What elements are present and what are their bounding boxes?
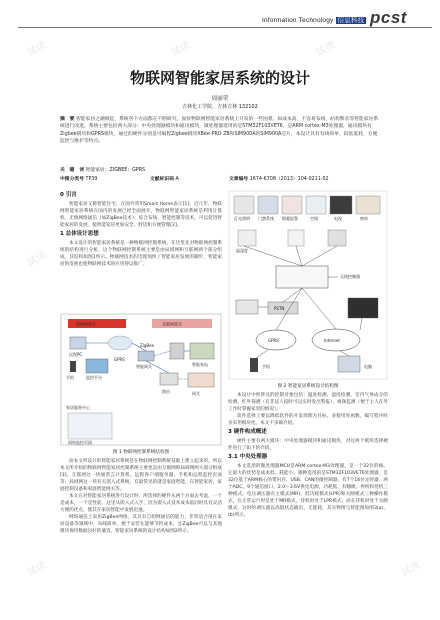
paper-affiliation: 吉林化工学院，吉林吉林 132102	[182, 104, 258, 110]
camera-icon	[328, 230, 346, 246]
abstract-label: 摘 要	[60, 117, 75, 122]
paragraph: 本设计中所涉及的控制对象包括：温度检测、湿度检测、室内气体成分的检测、红外探测（有非法人侵时可以实时发出警报）、视频监测（便于主人在外工作时掌握家里的情况）。	[228, 393, 388, 412]
fig2-item: 电视	[334, 216, 342, 221]
paragraph: 软件选择上要以降低软件的开发周期为目标，多使用库函数，编写程序时多采用模块化，本文不多做介绍。	[228, 414, 388, 426]
remote-pc-icon	[70, 337, 86, 349]
section-label-cn: 信息科技	[337, 17, 365, 24]
fig2-item: 电脑	[364, 364, 372, 369]
paper-author: 周丽荣	[211, 96, 229, 102]
appliance-icon	[190, 343, 214, 359]
watermark: 试读	[25, 559, 49, 579]
keywords-label: 关 键 词	[60, 168, 84, 173]
mobile-phone-icon	[250, 358, 258, 372]
article-label: 文章编号	[229, 177, 249, 182]
laptop-icon	[338, 356, 360, 372]
clc-value: TP39	[85, 177, 98, 182]
tv-icon	[330, 196, 352, 214]
server-icon	[170, 343, 184, 359]
section-heading-3-1: 3.1 中央处理器	[228, 454, 268, 460]
figure-1-caption: 图 1 物联网控制系统结构图	[112, 450, 170, 455]
paragraph: 而本文所设计的智能家居系统是在物联网控制系统基础上建立起来的，所以本文所介绍的物联网智能家居控制系统主要也是由互联网和局域网两大部分组成[3]。互联网这一快通常言计算机、远程客户端服务器、手机和远程监控页面等；局域网这一块有关嵌入式系统，有最常见的就是家庭智能，在智能家居、家庭控制设备和家庭智能网关等。	[60, 459, 222, 492]
sensor-icon	[238, 230, 256, 246]
web-monitor-screenshot	[68, 413, 112, 439]
fig1-item: 智能网关	[136, 364, 152, 369]
fig1-item: GPRS	[114, 357, 125, 362]
fig1-item: 网络监控页面	[68, 440, 92, 445]
figure-2-caption: 图 2 智能家居系统设计结构图	[277, 384, 339, 389]
paragraph: 本文选用的微处理器MCU是ARM cortex-M3处理器，是一个32位的核，它最大的优势是成本低，耗能小。微种选用的是STM32F103VET6处理器，是32位基于ARM核心的带闪存、USB、CAN的微控制器，有7个16位定时器，两个ADC，9个通信接口，2.0～3.6V供电电源，功耗低，有睡眠、停机和待机三种模式。电压调压器有主模式(MR)、低功耗模式(LPR)和关断模式三种操作模式，在正常运行时是处于MR模式，待机时处于LPR模式；而在待机时处于关断模式，这时的调压器以高阻状态输出，无能耗，其实物图与智能图如图3(a)，(b)所示。	[228, 464, 388, 518]
abstract	[60, 116, 382, 145]
fig2-item: 窗帘	[360, 216, 368, 221]
home-device-icon	[188, 373, 214, 387]
journal-logo: pcst	[370, 8, 407, 27]
fig2-item: 无线控制器	[340, 274, 360, 279]
fig1-item: 智能家电	[192, 362, 208, 367]
fig2-item: 烟雾报警	[282, 216, 298, 221]
paper-title: 物联网智能家居系统的设计	[129, 69, 310, 87]
clc-label: 中图分类号	[60, 177, 84, 182]
abstract-text: 智能家居之潮掀起，系统各个方面都在不断研究，加快物联网智能家居系统上开发的一些困难，如成本高，不容易布线，结构繁杂等智能家居系统进行改进。系统主要包括两大部分：中央处理器模块和通讯模块，微处理器选用的是STM32F103VET6，是ARM cortex-M3处理器，通讯模块有Zigbee模块和GPRS模块，通过的硬件分别是可编程Zigbee模块XBee-PRO ZB和SIM900A的SIM900A芯片，本设计具有有线简单、较低低耗、方便监控与维护等特点。	[60, 117, 379, 144]
watermark: 试读	[25, 39, 49, 59]
curtain-icon	[356, 196, 380, 214]
left-column-top	[60, 190, 222, 268]
door-access-icon	[258, 196, 278, 214]
paragraph: 网络通信上采用ZigBee网络，其具有自组网通信的能力，非常适合用在家居设备等领域中，布线简单，便于安装在能够节约成本，且ZigBee可以与其他模块保持数据良好的兼容，智能家居系统的设计结构如图2所示。	[60, 515, 222, 534]
doc-label: 文献标识码	[150, 177, 174, 182]
cloud-icon	[108, 336, 132, 350]
watermark: 试读	[169, 39, 193, 59]
paragraph: 本文在对智能家居系统进行设计时，所选择的硬件从两个方面去考虑，一个是成本，一个是性能。这里从嵌入式入手，因为嵌入式技术成本低同时具有灵活方便的优点，使其在家居智能中发展迅速。	[60, 494, 222, 513]
telephone-icon	[236, 300, 258, 314]
article-number	[229, 175, 329, 182]
fig1-item: 监控平台	[86, 375, 102, 380]
fig2-item: PSTN	[274, 306, 285, 311]
lan-label: 局域网部分	[76, 321, 96, 327]
router-icon	[160, 373, 178, 385]
pc-icon	[348, 298, 378, 318]
gateway-icon	[138, 351, 154, 361]
keywords-text: 智能家居；ZIGBEE；GPRS	[85, 168, 146, 173]
smoke-alarm-icon	[282, 196, 302, 214]
phone-icon	[70, 361, 76, 372]
journal-section-label	[262, 15, 366, 24]
fig2-item: 手机	[262, 364, 270, 369]
watermark: 试读	[399, 559, 423, 579]
figure-1-iot-structure	[60, 313, 222, 446]
right-column	[228, 392, 388, 519]
figure-2-smart-home-structure	[228, 190, 388, 380]
left-column-bottom	[60, 458, 222, 535]
monitor-platform-icon	[86, 359, 108, 373]
paragraph: 硬件主要有两大模块：中央处理器模块和通讯模块，对这两个模块选择硬件进行了如下的介绍。	[228, 439, 388, 451]
paragraph: 本文设计的智能家居系统是一种物联网控制系统，在这里先对物联网控制系统的结构进行分析，这个物联网控制系统主要是由局域网和互联网两个部分组成，其结构如图1所示。物联网技术的出现加快了智能家居发展的脚步，智能家居的发展也使物联网技术的应用得以推广。	[60, 241, 222, 267]
fig2-item: 温湿度	[236, 248, 248, 253]
fig1-item: 路由	[162, 389, 170, 394]
section-heading-1: 1 总体设计思想	[60, 231, 99, 237]
paragraph: 智能家居又称智能住宅，在国外常用Smart Home表示[1]。近几年，物联网智能家居系统在国内的发展已经全面展开，物联网智能家居系统是利用计算机、无线网络通信（如ZigBee技术）、综合布线、智能控制等技术，可以促进智能家居的发展，使智能家居更加安全、舒适和方便管理[2]。	[60, 202, 222, 228]
section-heading-3: 3 硬件构成概述	[228, 429, 267, 435]
fig2-item: GPRS	[268, 338, 279, 343]
header-rule	[18, 27, 432, 28]
hub-icon	[276, 266, 328, 288]
keywords	[60, 166, 145, 173]
fig1-item: 远程PC	[69, 352, 83, 357]
clc-number	[60, 175, 97, 182]
watermark: 试读	[25, 249, 49, 269]
fig2-item: Internet	[324, 338, 340, 343]
internet-label: 互联网部分	[162, 321, 182, 327]
socket-icon	[288, 230, 304, 246]
fig2-item: 门禁系统	[258, 216, 274, 221]
watermark: 试读	[314, 39, 338, 59]
light-icon	[234, 196, 254, 214]
fig2-item: 灯光照明	[234, 216, 250, 221]
fig1-item: 网关	[192, 391, 200, 396]
article-value: 1674-6708（2013）104-0211-02	[249, 177, 329, 182]
aircon-icon	[306, 196, 326, 214]
fig1-item: ZigBee	[140, 343, 155, 348]
fig1-item: 家居服务中心	[66, 405, 90, 410]
fig2-item: 空调	[310, 216, 318, 221]
section-label-en: Information Technology	[262, 17, 334, 24]
document-code	[150, 175, 179, 182]
section-heading-intro: 0 引言	[60, 192, 77, 198]
fig1-item: 手机	[66, 375, 74, 380]
doc-value: A	[175, 177, 179, 182]
